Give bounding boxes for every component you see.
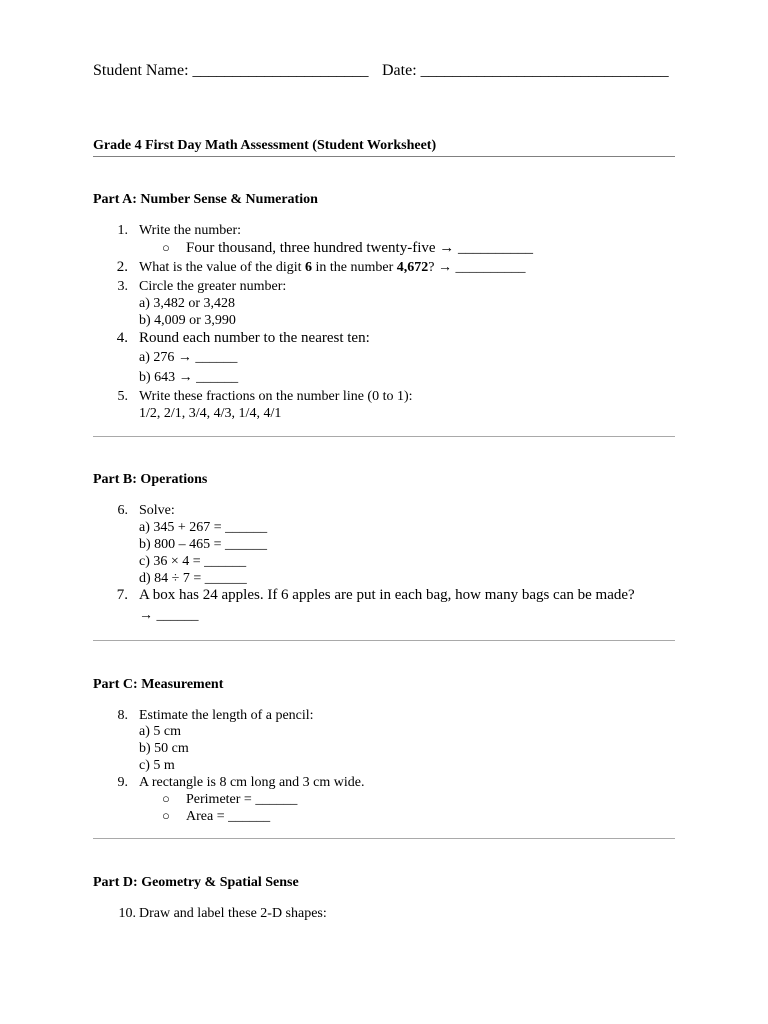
circle-bullet-icon: ○	[162, 791, 170, 806]
part-c-divider	[93, 838, 675, 839]
question-7-answer-blank: → ______	[139, 608, 199, 623]
question-7-text: A box has 24 apples. If 6 apples are put in each bag, how many bags can be made?	[139, 587, 635, 603]
circle-bullet-icon: ○	[162, 808, 170, 823]
question-2-mid: in the number	[312, 260, 397, 275]
question-6-part-d: d) 84 ÷ 7 = ______	[139, 571, 247, 586]
question-2-number: 2.	[116, 259, 128, 275]
question-5-fractions: 1/2, 2/1, 3/4, 4/3, 1/4, 4/1	[139, 406, 282, 421]
question-1-text: Write the number:	[139, 223, 242, 238]
question-6-number: 6.	[117, 503, 128, 518]
question-2-prefix: What is the value of the digit	[139, 260, 306, 275]
part-b-divider	[93, 640, 675, 641]
question-3-number: 3.	[117, 279, 128, 294]
question-7-number: 7.	[116, 587, 128, 603]
question-8-text: Estimate the length of a pencil:	[139, 708, 314, 723]
question-10-text: Draw and label these 2-D shapes:	[139, 906, 327, 921]
part-a-heading: Part A: Number Sense & Numeration	[93, 192, 318, 207]
question-6-text: Solve:	[139, 503, 175, 518]
question-1-number: 1.	[117, 223, 128, 238]
question-9-area: Area = ______	[186, 809, 271, 824]
question-8-option-b: b) 50 cm	[139, 741, 189, 756]
question-9-number: 9.	[117, 775, 128, 790]
question-5-number: 5.	[117, 389, 128, 404]
part-a-divider	[93, 436, 675, 437]
question-8-number: 8.	[117, 708, 128, 723]
part-c-heading: Part C: Measurement	[93, 677, 224, 692]
question-4-part-a: a) 276 → ______	[139, 350, 238, 365]
title-divider	[93, 156, 675, 157]
date-field: Date: _______________________________	[382, 62, 669, 79]
question-10-number: 10.	[118, 906, 136, 921]
question-9-text: A rectangle is 8 cm long and 3 cm wide.	[139, 775, 365, 790]
question-4-text: Round each number to the nearest ten:	[139, 330, 370, 346]
question-9-perimeter: Perimeter = ______	[186, 792, 298, 807]
question-5-text: Write these fractions on the number line (0 to 1):	[139, 389, 413, 404]
question-6-part-c: c) 36 × 4 = ______	[139, 554, 247, 569]
question-3-text: Circle the greater number:	[139, 279, 287, 294]
question-6-part-a: a) 345 + 267 = ______	[139, 520, 268, 535]
circle-bullet-icon: ○	[162, 240, 170, 255]
question-6-part-b: b) 800 – 465 = ______	[139, 537, 268, 552]
question-2-text	[139, 259, 526, 276]
question-2-digit: 6	[305, 260, 313, 275]
part-b-heading: Part B: Operations	[93, 472, 208, 487]
question-2-answer-blank: ? → __________	[428, 260, 526, 275]
question-8-option-a: a) 5 cm	[139, 724, 181, 739]
question-4-part-b: b) 643 → ______	[139, 370, 239, 385]
question-8-option-c: c) 5 m	[139, 758, 175, 773]
question-2-number-value: 4,672	[396, 260, 429, 275]
part-d-heading: Part D: Geometry & Spatial Sense	[93, 875, 299, 890]
question-3-option-a: a) 3,482 or 3,428	[139, 296, 236, 311]
question-1-subitem: Four thousand, three hundred twenty-five → __________	[186, 240, 534, 256]
question-3-option-b: b) 4,009 or 3,990	[139, 313, 236, 328]
worksheet-title: Grade 4 First Day Math Assessment (Student Worksheet)	[93, 138, 437, 153]
question-4-number: 4.	[116, 330, 128, 346]
student-name-field: Student Name: ______________________	[93, 62, 369, 79]
